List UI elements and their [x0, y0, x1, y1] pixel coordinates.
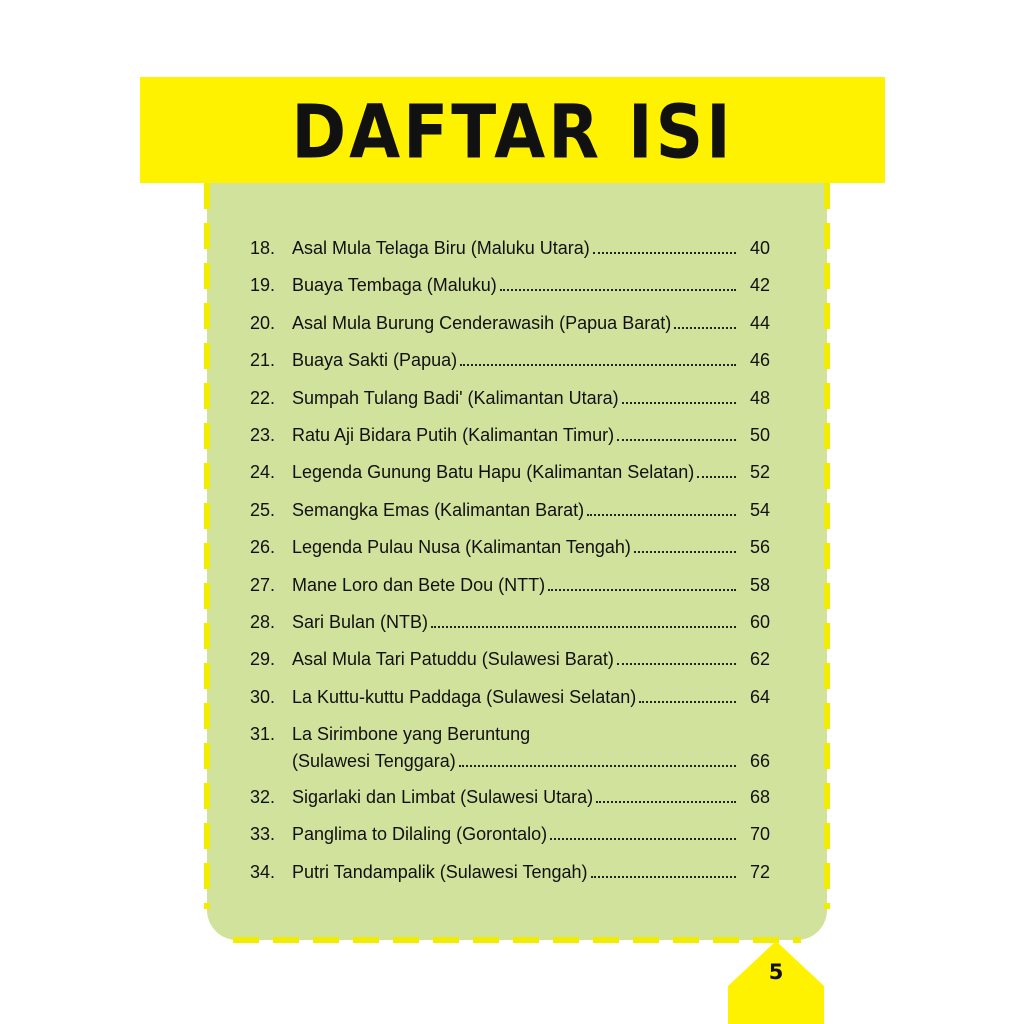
toc-entry: [250, 724, 770, 787]
page-number-tab: [728, 941, 824, 1024]
dot-leader: [550, 838, 736, 840]
toc-entry-title: Asal Mula Telaga Biru (Maluku Utara): [292, 238, 590, 258]
toc-entry-number: 34.: [250, 861, 276, 882]
toc-entry-number: 27.: [250, 574, 276, 595]
toc-entry-line: [292, 649, 770, 670]
toc-entry-page: 48: [749, 387, 770, 408]
toc-entry-page: 60: [749, 611, 770, 632]
toc-entry-number: 30.: [250, 686, 276, 707]
toc-entry-body: [292, 724, 770, 772]
toc-entry-line: [292, 238, 770, 259]
dot-leader: [617, 439, 736, 441]
toc-entry-title: La Sirimbone yang Beruntung: [292, 724, 531, 745]
dot-leader: [634, 551, 736, 553]
toc-entry-page: 54: [749, 499, 770, 520]
toc-entry-body: [292, 350, 770, 371]
toc-entry-body: [292, 425, 770, 446]
toc-entry: [250, 462, 770, 499]
toc-entry-page: 68: [749, 787, 770, 808]
dot-leader: [431, 626, 736, 628]
toc-entry-title: Sigarlaki dan Limbat (Sulawesi Utara): [292, 787, 594, 808]
toc-entry-line: [292, 425, 770, 446]
toc-entry-page: 66: [749, 751, 770, 772]
toc-entry-number: 18.: [250, 238, 276, 258]
toc-entry-title: Putri Tandampalik (Sulawesi Tengah): [292, 861, 588, 882]
dot-leader: [548, 589, 736, 591]
toc-entry-number: 25.: [250, 499, 276, 520]
toc-entry: [250, 313, 770, 350]
toc-entry-number: 29.: [250, 649, 276, 670]
toc-entry-title: La Kuttu-kuttu Paddaga (Sulawesi Selatan): [292, 686, 637, 707]
toc-entry-number: 32.: [250, 787, 276, 808]
toc-entry-title: Mane Loro dan Bete Dou (NTT): [292, 574, 546, 595]
toc-entry-line: [292, 388, 770, 409]
toc-entry-page: 50: [749, 424, 770, 445]
dashed-border-bottom: [233, 937, 801, 943]
dot-leader: [674, 327, 736, 329]
toc-entry-page: 52: [749, 462, 770, 483]
toc-entry-number: 23.: [250, 424, 276, 445]
page-number: 5: [768, 960, 784, 984]
toc-entry-number: 26.: [250, 537, 276, 558]
toc-entry-page: 42: [749, 275, 770, 296]
toc-entry-title: Buaya Sakti (Papua): [292, 350, 458, 371]
dot-leader: [460, 364, 736, 366]
toc-entry-line: [292, 824, 770, 845]
toc-entry-body: [292, 462, 770, 483]
toc-entry-number: 21.: [250, 350, 276, 371]
toc-entry-title: Legenda Gunung Batu Hapu (Kalimantan Selatan): [292, 462, 695, 483]
toc-entry-page: 70: [749, 824, 770, 845]
toc-entry-title: Asal Mula Tari Patuddu (Sulawesi Barat): [292, 649, 614, 670]
toc-entry-line: [292, 787, 770, 808]
toc-list: [250, 238, 770, 899]
toc-entry-line: [292, 751, 770, 772]
toc-entry-page: 40: [749, 238, 770, 258]
toc-entry: [250, 862, 770, 899]
dot-leader: [591, 876, 737, 878]
toc-entry: [250, 350, 770, 387]
toc-entry-body: [292, 649, 770, 670]
dot-leader: [587, 514, 736, 516]
toc-entry-body: [292, 862, 770, 883]
toc-entry-body: [292, 537, 770, 558]
toc-entry: [250, 824, 770, 861]
toc-entry: [250, 612, 770, 649]
dashed-border-right: [824, 183, 830, 909]
toc-entry-number: 20.: [250, 312, 276, 333]
dashed-border-left: [204, 183, 210, 909]
toc-entry-page: 64: [749, 686, 770, 707]
toc-entry-number: 33.: [250, 824, 276, 845]
toc-entry-page: 72: [749, 861, 770, 882]
toc-entry-title: Panglima to Dilaling (Gorontalo): [292, 824, 548, 845]
toc-entry-number: 19.: [250, 275, 276, 296]
toc-entry-line: [292, 862, 770, 883]
toc-entry-page: 44: [749, 312, 770, 333]
dot-leader: [697, 476, 736, 478]
toc-entry-title: Semangka Emas (Kalimantan Barat): [292, 499, 585, 520]
toc-entry: [250, 500, 770, 537]
toc-entry-body: [292, 313, 770, 334]
toc-entry-page: 62: [749, 649, 770, 670]
toc-entry: [250, 537, 770, 574]
toc-entry: [250, 687, 770, 724]
toc-entry: [250, 238, 770, 275]
toc-entry: [250, 425, 770, 462]
toc-entry-body: [292, 388, 770, 409]
toc-entry-title: Legenda Pulau Nusa (Kalimantan Tengah): [292, 537, 631, 558]
toc-entry-line: [292, 537, 770, 558]
toc-entry-line: [292, 687, 770, 708]
toc-entry: [250, 275, 770, 312]
toc-entry-body: [292, 787, 770, 808]
dot-leader: [639, 701, 736, 703]
toc-entry-body: [292, 687, 770, 708]
toc-entry-body: [292, 824, 770, 845]
toc-entry-line: [292, 575, 770, 596]
dot-leader: [459, 765, 736, 767]
toc-entry-body: [292, 612, 770, 633]
toc-panel: [207, 183, 827, 940]
toc-entry-page: 46: [749, 350, 770, 371]
toc-entry-body: [292, 238, 770, 259]
toc-entry-title: Sari Bulan (NTB): [292, 611, 429, 632]
toc-entry-number: 22.: [250, 387, 276, 408]
dot-leader: [596, 801, 736, 803]
toc-entry-page: 56: [749, 537, 770, 558]
toc-entry-body: [292, 500, 770, 521]
toc-entry: [250, 388, 770, 425]
toc-entry-title: Buaya Tembaga (Maluku): [292, 275, 497, 296]
toc-entry-line: [292, 500, 770, 521]
toc-entry-line: [292, 462, 770, 483]
toc-entry-number: 31.: [250, 724, 276, 745]
page-title: DAFTAR ISI: [291, 88, 734, 176]
toc-entry-title: Ratu Aji Bidara Putih (Kalimantan Timur): [292, 424, 615, 445]
toc-entry: [250, 787, 770, 824]
toc-entry-line: [292, 313, 770, 334]
toc-entry-line: [292, 350, 770, 371]
toc-entry-page: 58: [749, 574, 770, 595]
toc-entry: [250, 575, 770, 612]
dot-leader: [500, 289, 736, 291]
toc-entry-title-continued: (Sulawesi Tenggara): [292, 751, 456, 772]
toc-entry-number: 24.: [250, 462, 276, 483]
toc-entry-line: [292, 724, 770, 745]
toc-entry-title: Sumpah Tulang Badi' (Kalimantan Utara): [292, 387, 619, 408]
dot-leader: [622, 402, 736, 404]
toc-entry-line: [292, 275, 770, 296]
toc-entry-body: [292, 575, 770, 596]
toc-entry-body: [292, 275, 770, 296]
toc-entry-number: 28.: [250, 611, 276, 632]
dot-leader: [617, 663, 736, 665]
toc-entry-title: Asal Mula Burung Cenderawasih (Papua Barat): [292, 312, 672, 333]
title-band: [140, 77, 885, 183]
toc-entry-line: [292, 612, 770, 633]
dot-leader: [593, 252, 736, 254]
toc-entry: [250, 649, 770, 686]
